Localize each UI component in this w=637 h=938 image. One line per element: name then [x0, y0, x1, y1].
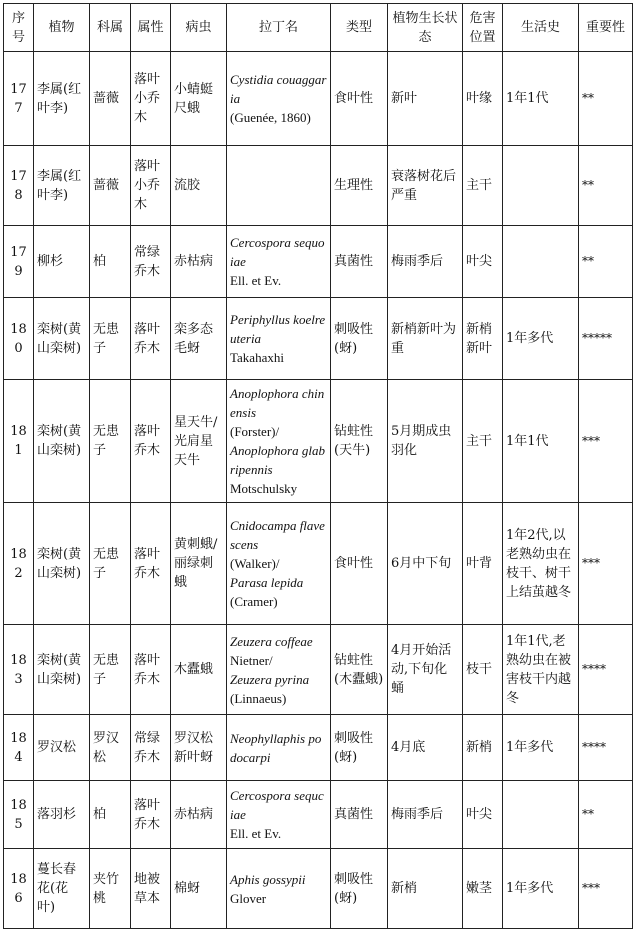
cell-family: 蔷薇 [90, 52, 131, 146]
latin-author-part: Motschulsky [230, 481, 298, 496]
cell-plant: 落羽杉 [34, 781, 90, 849]
cell-pest: 棉蚜 [171, 849, 227, 929]
cell-latin [227, 226, 331, 298]
cell-state: 4月开始活动,下旬化蛹 [388, 625, 463, 715]
cell-state: 衰落树花后严重 [388, 146, 463, 226]
cell-pest: 罗汉松新叶蚜 [171, 715, 227, 781]
header-state: 植物生长状态 [388, 4, 463, 52]
latin-name-part: Aphis gossypii [230, 871, 306, 887]
latin-name-part: Cystidia couaggaria [230, 72, 327, 106]
cell-no: 181 [4, 380, 34, 503]
cell-latin [227, 380, 331, 503]
cell-life [503, 146, 579, 226]
cell-plant: 蔓长春花(花叶) [34, 849, 90, 929]
cell-plant: 栾树(黄山栾树) [34, 298, 90, 380]
cell-no: 185 [4, 781, 34, 849]
cell-pos: 嫩茎 [463, 849, 503, 929]
cell-state: 新梢 [388, 849, 463, 929]
latin-name-part: Parasa lepida [230, 575, 304, 590]
latin-name-part: Cnidocampa flavescens [230, 518, 325, 552]
cell-pest: 星天牛/光肩星天牛 [171, 380, 227, 503]
cell-type: 食叶性 [331, 503, 388, 625]
cell-state: 6月中下旬 [388, 503, 463, 625]
cell-pos: 主干 [463, 380, 503, 503]
cell-life [503, 781, 579, 849]
cell-no: 179 [4, 226, 34, 298]
cell-pest: 流胶 [171, 146, 227, 226]
latin-author-part: Nietner/ [230, 652, 273, 668]
cell-plant: 栾树(黄山栾树) [34, 625, 90, 715]
cell-pos: 主干 [463, 146, 503, 226]
cell-importance: **** [579, 715, 633, 781]
cell-life [503, 226, 579, 298]
latin-name-part: Zeuzera coffeae [230, 633, 313, 649]
cell-no: 186 [4, 849, 34, 929]
latin-author-part: (Walker)/ [230, 556, 280, 571]
cell-attr: 地被草本 [131, 849, 171, 929]
cell-pos: 叶背 [463, 503, 503, 625]
cell-life: 1年1代 [503, 380, 579, 503]
cell-no: 180 [4, 298, 34, 380]
cell-no: 177 [4, 52, 34, 146]
cell-life: 1年2代,以老熟幼虫在枝干、树干上结茧越冬 [503, 503, 579, 625]
table-row [4, 625, 633, 715]
cell-plant: 罗汉松 [34, 715, 90, 781]
table-header-row [4, 4, 633, 52]
header-no: 序号 [4, 4, 34, 52]
cell-pest: 木蠹蛾 [171, 625, 227, 715]
cell-life: 1年多代 [503, 298, 579, 380]
latin-author-part: (Cramer) [230, 594, 278, 609]
cell-importance: *** [579, 380, 633, 503]
header-family: 科属 [90, 4, 131, 52]
cell-life: 1年多代 [503, 715, 579, 781]
cell-attr: 落叶乔木 [131, 298, 171, 380]
table-row [4, 52, 633, 146]
cell-importance: **** [579, 625, 633, 715]
cell-pest: 黄刺蛾/丽绿刺蛾 [171, 503, 227, 625]
cell-state: 梅雨季后 [388, 226, 463, 298]
latin-author-part: Glover [230, 890, 267, 906]
cell-attr: 常绿乔木 [131, 226, 171, 298]
cell-plant: 李属(红叶李) [34, 52, 90, 146]
table-row [4, 781, 633, 849]
cell-life: 1年多代 [503, 849, 579, 929]
cell-type: 真菌性 [331, 781, 388, 849]
cell-latin [227, 298, 331, 380]
cell-family: 无患子 [90, 503, 131, 625]
header-type: 类型 [331, 4, 388, 52]
cell-state: 4月底 [388, 715, 463, 781]
cell-latin [227, 715, 331, 781]
pest-table-container [3, 3, 633, 929]
header-pest: 病虫 [171, 4, 227, 52]
latin-author-part: (Forster)/ [230, 424, 280, 439]
cell-family: 柏 [90, 226, 131, 298]
cell-family: 无患子 [90, 380, 131, 503]
latin-name-part: Zeuzera pyrina [230, 671, 310, 687]
cell-type: 刺吸性(蚜) [331, 849, 388, 929]
table-row [4, 849, 633, 929]
cell-type: 刺吸性(蚜) [331, 715, 388, 781]
cell-type: 刺吸性(蚜) [331, 298, 388, 380]
table-row [4, 298, 633, 380]
cell-importance: ** [579, 146, 633, 226]
latin-author-part: Ell. et Ev. [230, 273, 282, 288]
cell-family: 无患子 [90, 298, 131, 380]
cell-importance: ** [579, 226, 633, 298]
latin-author-part: (Linnaeus) [230, 690, 287, 706]
table-body [4, 52, 633, 929]
cell-attr: 落叶乔木 [131, 503, 171, 625]
cell-pest: 赤枯病 [171, 781, 227, 849]
cell-type: 食叶性 [331, 52, 388, 146]
cell-latin [227, 781, 331, 849]
table-row [4, 715, 633, 781]
header-life: 生活史 [503, 4, 579, 52]
cell-pos: 叶尖 [463, 781, 503, 849]
cell-no: 178 [4, 146, 34, 226]
cell-importance: ***** [579, 298, 633, 380]
header-plant: 植物 [34, 4, 90, 52]
cell-plant: 李属(红叶李) [34, 146, 90, 226]
latin-author-part: Takahaxhi [230, 350, 284, 365]
cell-attr: 落叶乔木 [131, 380, 171, 503]
cell-importance: ** [579, 52, 633, 146]
cell-latin [227, 849, 331, 929]
cell-latin [227, 52, 331, 146]
cell-plant: 栾树(黄山栾树) [34, 503, 90, 625]
cell-pest: 栾多态毛蚜 [171, 298, 227, 380]
cell-attr: 落叶小乔木 [131, 146, 171, 226]
cell-pos: 叶尖 [463, 226, 503, 298]
cell-pos: 枝干 [463, 625, 503, 715]
cell-importance: *** [579, 849, 633, 929]
header-pos: 危害位置 [463, 4, 503, 52]
cell-life: 1年1代,老熟幼虫在被害枝干内越冬 [503, 625, 579, 715]
header-latin: 拉丁名 [227, 4, 331, 52]
cell-no: 184 [4, 715, 34, 781]
cell-state: 新叶 [388, 52, 463, 146]
table-row [4, 146, 633, 226]
cell-family: 夹竹桃 [90, 849, 131, 929]
cell-state: 新梢新叶为重 [388, 298, 463, 380]
table-row [4, 226, 633, 298]
cell-latin [227, 146, 331, 226]
header-attr: 属性 [131, 4, 171, 52]
table-row [4, 503, 633, 625]
latin-name-part: Cercospora sequoiae [230, 235, 325, 269]
latin-author-part: (Guenée, 1860) [230, 110, 311, 125]
cell-importance: ** [579, 781, 633, 849]
cell-state: 5月期成虫羽化 [388, 380, 463, 503]
table-row [4, 380, 633, 503]
cell-attr: 常绿乔木 [131, 715, 171, 781]
pest-table [3, 3, 633, 929]
cell-attr: 落叶乔木 [131, 625, 171, 715]
cell-type: 生理性 [331, 146, 388, 226]
latin-name-part: Neophyllaphis podocarpi [230, 730, 322, 765]
cell-attr: 落叶小乔木 [131, 52, 171, 146]
latin-name-part: Anoplophora chinensis [230, 386, 325, 420]
cell-no: 182 [4, 503, 34, 625]
cell-plant: 柳杉 [34, 226, 90, 298]
header-imp: 重要性 [579, 4, 633, 52]
cell-family: 蔷薇 [90, 146, 131, 226]
cell-pest: 小蜻蜓尺蛾 [171, 52, 227, 146]
cell-pest: 赤枯病 [171, 226, 227, 298]
cell-pos: 新梢新叶 [463, 298, 503, 380]
cell-pos: 叶缘 [463, 52, 503, 146]
cell-family: 柏 [90, 781, 131, 849]
latin-name-part: Periphyllus koelreuteria [230, 312, 326, 346]
cell-family: 无患子 [90, 625, 131, 715]
latin-name-part: Anoplophora glabripennis [230, 443, 325, 477]
cell-type: 真菌性 [331, 226, 388, 298]
cell-latin [227, 625, 331, 715]
cell-no: 183 [4, 625, 34, 715]
cell-plant: 栾树(黄山栾树) [34, 380, 90, 503]
cell-state: 梅雨季后 [388, 781, 463, 849]
cell-latin [227, 503, 331, 625]
latin-name-part: Cercospora sequciae [230, 788, 324, 822]
latin-author-part: Ell. et Ev. [230, 826, 282, 841]
cell-type: 钻蛀性(木蠹蛾) [331, 625, 388, 715]
cell-attr: 落叶乔木 [131, 781, 171, 849]
cell-life: 1年1代 [503, 52, 579, 146]
cell-type: 钻蛀性(天牛) [331, 380, 388, 503]
cell-pos: 新梢 [463, 715, 503, 781]
cell-family: 罗汉松 [90, 715, 131, 781]
cell-importance: *** [579, 503, 633, 625]
